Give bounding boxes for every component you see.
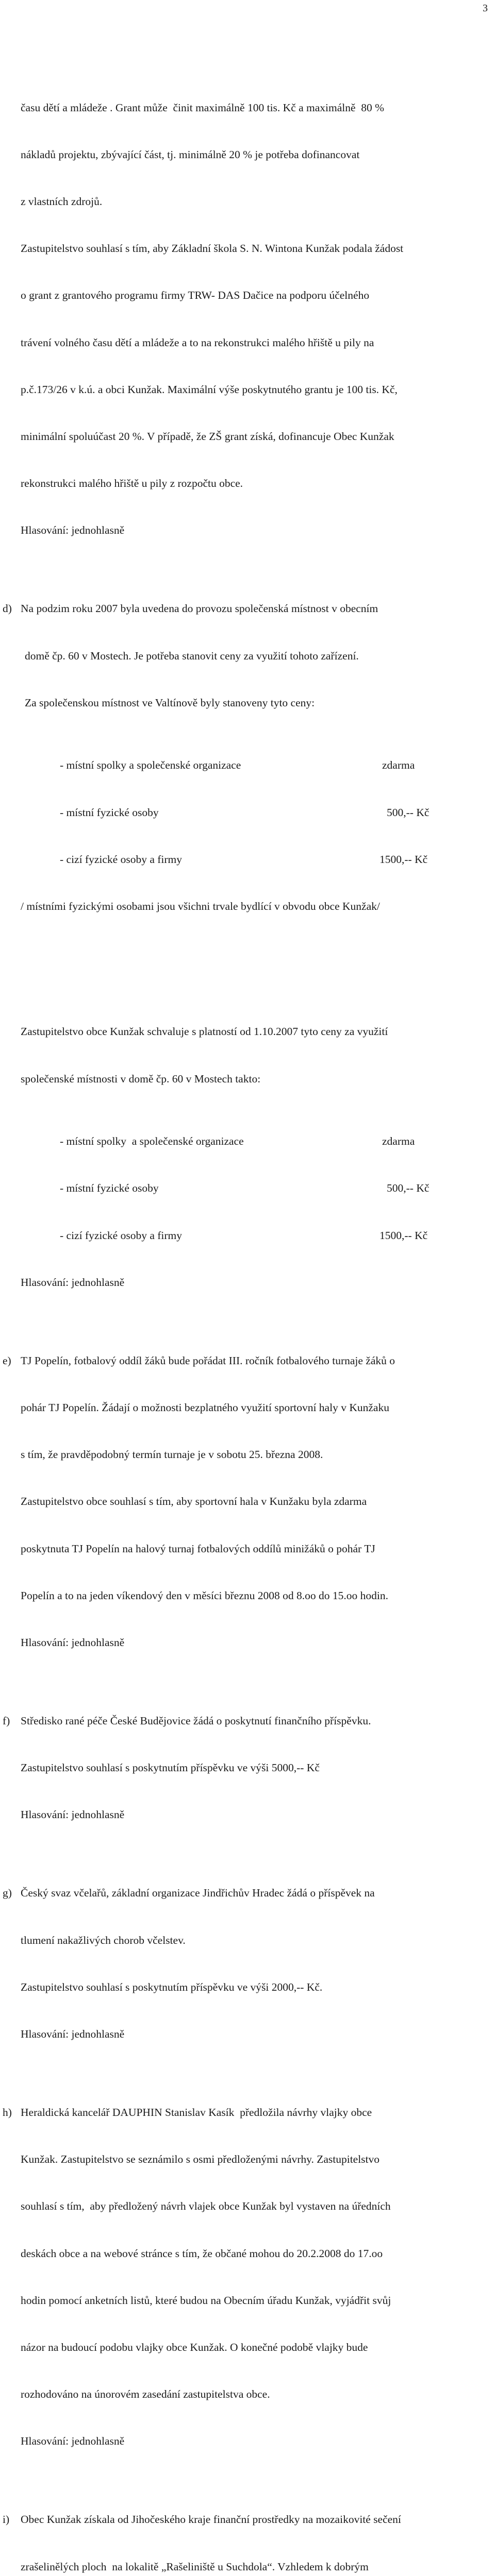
price-item-value: 1500,-- Kč — [380, 853, 428, 866]
item-marker: h) — [3, 2106, 12, 2119]
text-line: p.č.173/26 v k.ú. a obci Kunžak. Maximální výše poskytnutého grantu je 100 tis. Kč, — [21, 383, 398, 396]
price-item-name: - cizí fyzické osoby a firmy — [60, 853, 183, 866]
page-number: 3 — [483, 3, 488, 14]
price-item-name: - místní fyzické osoby — [60, 806, 159, 819]
price-item-value: zdarma — [382, 1135, 415, 1148]
item-g: g) Český svaz včelařů, základní organizace Jindřichův Hradec žádá o příspěvek na — [0, 1885, 495, 1901]
price-item-name: - místní fyzické osoby — [60, 1182, 159, 1195]
spacer — [0, 961, 495, 977]
item-h: h) Heraldická kancelář DAUPHIN Stanislav Kasík předložila návrhy vlajky obce — [0, 2105, 495, 2120]
text-line: názor na budoucí podobu vlajky obce Kunžak. O konečné podobě vlajky bude — [21, 2341, 368, 2354]
text-line: hodin pomocí anketních listů, které budou na Obecním úřadu Kunžak, vyjádřit svůj — [21, 2294, 391, 2307]
price-row — [0, 1180, 495, 1196]
text-line: s tím, že pravděpodobný termín turnaje je v sobotu 25. března 2008. — [21, 1448, 323, 1461]
vote-line: Hlasování: jednohlasně — [21, 1808, 125, 1821]
text-line: trávení volného času dětí a mládeže a to na rekonstrukci malého hřiště u pily na — [21, 336, 374, 349]
price-item-name: - cizí fyzické osoby a firmy — [60, 1229, 183, 1242]
price-row — [0, 1228, 495, 1243]
price-item-name: - místní spolky a společenské organizace — [60, 1135, 244, 1148]
text-line: tlumení nakažlivých chorob včelstev. — [21, 1934, 186, 1946]
item-f: f) Středisko rané péče České Budějovice žádá o poskytnutí finančního příspěvku. — [0, 1713, 495, 1728]
text-line: domě čp. 60 v Mostech. Je potřeba stanovit ceny za využití tohoto zařízení. — [25, 649, 359, 662]
text-line: minimální spoluúčast 20 %. V případě, že ZŠ grant získá, dofinancuje Obec Kunžak — [21, 430, 394, 443]
item-d: d) Na podzim roku 2007 byla uvedena do provozu společenská místnost v obecním — [0, 601, 495, 616]
item-marker: e) — [3, 1354, 11, 1367]
price-row — [0, 757, 495, 773]
vote-line: Hlasování: jednohlasně — [21, 2435, 125, 2448]
item-marker: i) — [3, 2513, 10, 2526]
price-item-value: 500,-- Kč — [387, 806, 430, 819]
text-line: Za společenskou místnost ve Valtínově byly stanoveny tyto ceny: — [25, 696, 315, 709]
price-item-name: - místní spolky a společenské organizace — [60, 759, 241, 772]
text-line: společenské místnosti v domě čp. 60 v Mostech takto: — [21, 1072, 261, 1085]
item-e: e) TJ Popelín, fotbalový oddíl žáků bude pořádat III. ročník fotbalového turnaje žáků o — [0, 1353, 495, 1368]
vote-line: Hlasování: jednohlasně — [21, 1276, 125, 1289]
vote-line: Hlasování: jednohlasně — [21, 1636, 125, 1649]
text-line: zrašelinělých ploch na lokalitě „Rašeliniště u Suchdola“. Vzhledem k dobrým — [21, 2560, 369, 2573]
text-line: pohár TJ Popelín. Žádají o možnosti bezplatného využití sportovní haly v Kunžaku — [21, 1401, 389, 1414]
price-item-value: 500,-- Kč — [387, 1182, 430, 1195]
text-line: poskytnuta TJ Popelín na halový turnaj fotbalových oddílů minižáků o pohár TJ — [21, 1542, 375, 1555]
text-line: rozhodováno na únorovém zasedání zastupitelstva obce. — [21, 2388, 270, 2401]
item-marker: g) — [3, 1887, 12, 1900]
document-body — [0, 37, 495, 2576]
item-i: i) Obec Kunžak získala od Jihočeského kraje finanční prostředky na mozaikovité sečení — [0, 2512, 495, 2527]
text-line: Zastupitelstvo souhlasí s poskytnutím příspěvku ve výši 2000,-- Kč. — [21, 1980, 323, 1993]
vote-line: Hlasování: jednohlasně — [21, 2028, 125, 2041]
item-marker: f) — [3, 1714, 10, 1727]
text-line: Zastupitelstvo obce Kunžak schvaluje s platností od 1.10.2007 tyto ceny za využití — [21, 1025, 388, 1038]
text-line: o grant z grantového programu firmy TRW- DAS Dačice na podporu účelného — [21, 289, 370, 302]
price-row — [0, 852, 495, 867]
text-line: z vlastních zdrojů. — [21, 195, 103, 208]
text-line: Zastupitelstvo souhlasí s poskytnutím příspěvku ve výši 5000,-- Kč — [21, 1761, 320, 1774]
price-row — [0, 805, 495, 820]
note-line: / místními fyzickými osobami jsou všichni trvale bydlící v obvodu obce Kunžak/ — [21, 900, 380, 913]
text-line: Popelín a to na jeden víkendový den v měsíci březnu 2008 od 8.oo do 15.oo hodin. — [21, 1589, 388, 1602]
text-line: Zastupitelstvo obce souhlasí s tím, aby sportovní hala v Kunžaku byla zdarma — [21, 1495, 367, 1508]
text-line: Zastupitelstvo souhlasí s tím, aby Základní škola S. N. Wintona Kunžak podala žádost — [21, 242, 404, 255]
price-item-value: 1500,-- Kč — [380, 1229, 428, 1242]
item-marker: d) — [3, 602, 12, 615]
price-row — [0, 1133, 495, 1149]
text-line: Kunžak. Zastupitelstvo se seznámilo s osmi předloženými návrhy. Zastupitelstvo — [21, 2153, 380, 2166]
text-line: času dětí a mládeže . Grant může činit maximálně 100 tis. Kč a maximálně 80 % — [21, 101, 385, 114]
text-line: rekonstrukci malého hřiště u pily z rozpočtu obce. — [21, 477, 243, 490]
text-line: deskách obce a na webové stránce s tím, že občané mohou do 20.2.2008 do 17.oo — [21, 2247, 383, 2260]
price-item-value: zdarma — [382, 759, 415, 772]
text-line: nákladů projektu, zbývající část, tj. minimálně 20 % je potřeba dofinancovat — [21, 148, 360, 161]
text-line: souhlasí s tím, aby předložený návrh vlajek obce Kunžak byl vystaven na úředních — [21, 2200, 391, 2213]
vote-line: Hlasování: jednohlasně — [21, 524, 125, 537]
